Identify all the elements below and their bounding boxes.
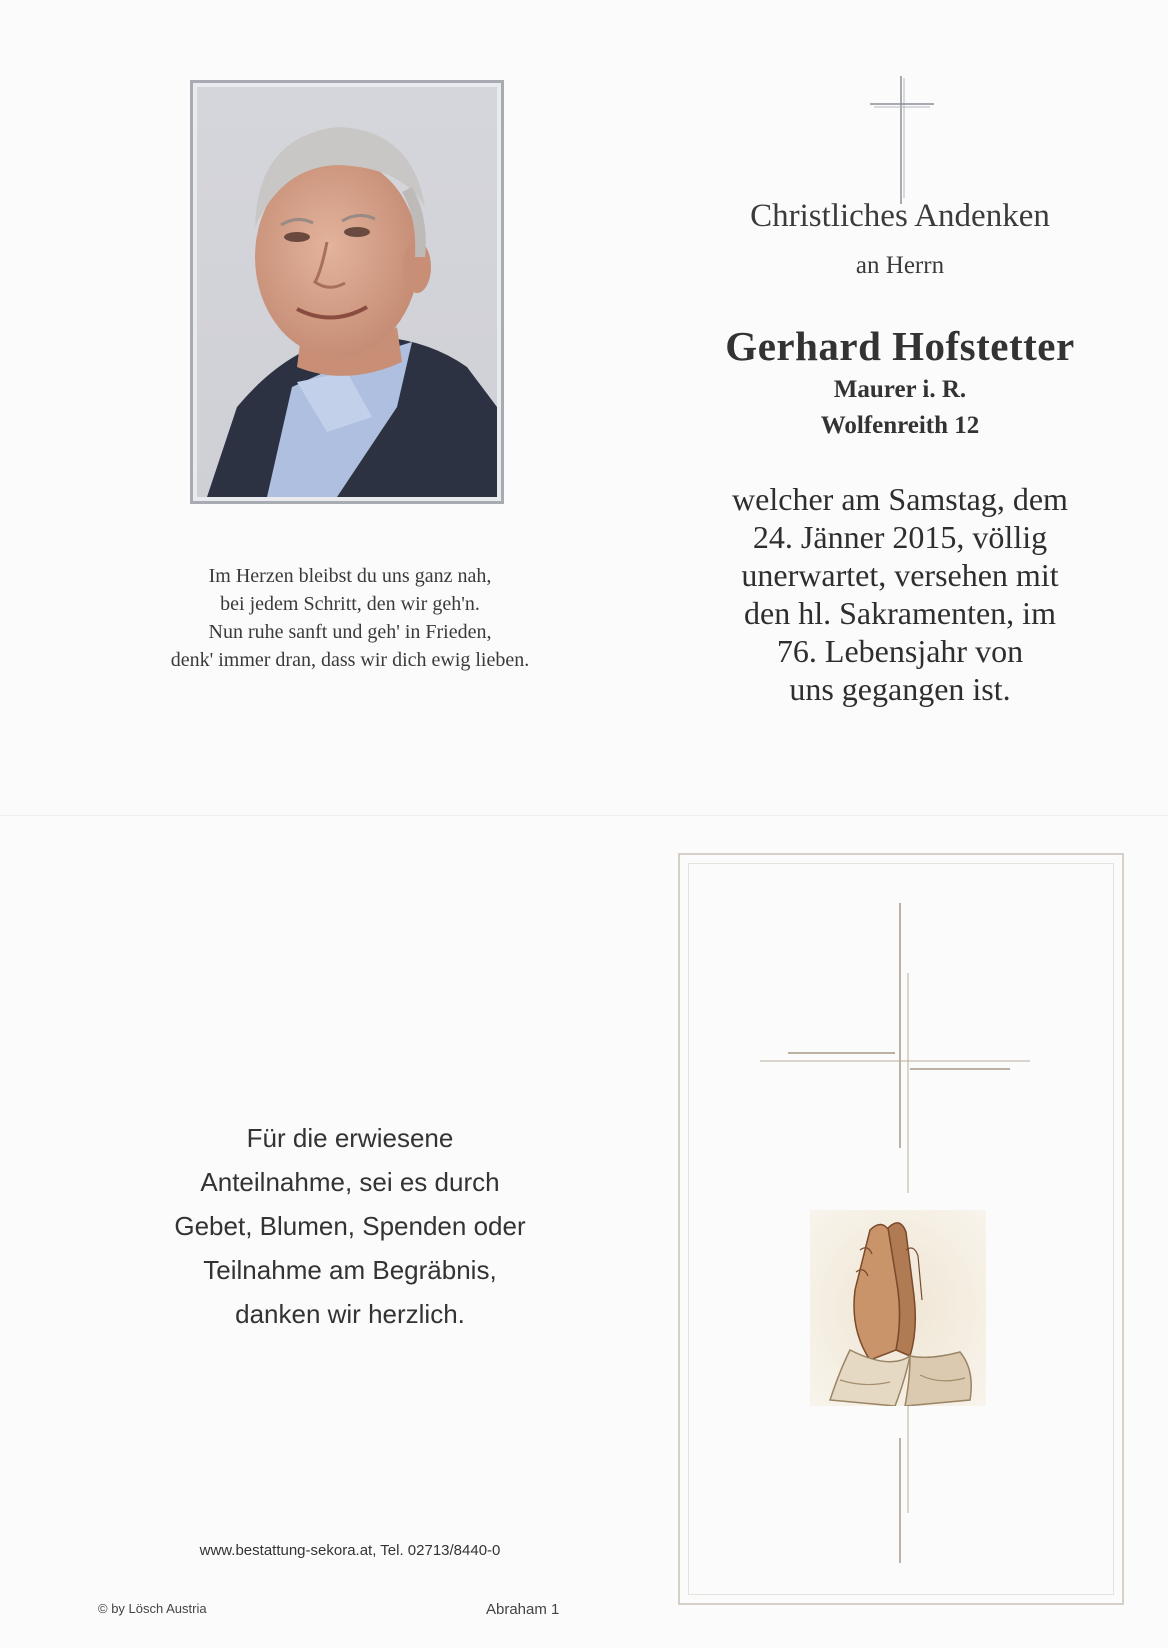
poem-line: bei jedem Schritt, den wir geh'n. [220, 593, 480, 615]
funeral-home-contact: www.bestattung-sekora.at, Tel. 02713/8440-0 [199, 1542, 501, 1559]
thanks-line: Gebet, Blumen, Spenden oder [174, 1211, 526, 1241]
thanks-line: Anteilnahme, sei es durch [200, 1167, 500, 1197]
deceased-name: Gerhard Hofstetter [725, 323, 1075, 369]
poem-line: Nun ruhe sanft und geh' in Frieden, [208, 621, 492, 643]
card-model-label: Abraham 1 [486, 1601, 560, 1618]
memorial-subheading: an Herrn [855, 252, 945, 279]
portrait-photo [190, 80, 504, 504]
thanks-line: danken wir herzlich. [235, 1299, 465, 1329]
praying-hands-icon [810, 1210, 986, 1406]
death-notice-line: unerwartet, versehen mit [741, 557, 1059, 593]
death-notice-line: 76. Lebensjahr von [776, 633, 1024, 669]
thanks-line: Für die erwiesene [246, 1123, 454, 1153]
memorial-poem [110, 562, 590, 674]
memorial-heading: Christliches Andenken [750, 198, 1050, 234]
copyright-note: © by Lösch Austria [98, 1601, 207, 1616]
deceased-occupation: Maurer i. R. [833, 376, 967, 403]
thanks-message [120, 1116, 580, 1336]
death-notice-line: 24. Jänner 2015, völlig [752, 519, 1048, 555]
portrait-image [197, 87, 497, 497]
cross-icon [868, 76, 936, 204]
death-notice-line: uns gegangen ist. [789, 671, 1011, 707]
deceased-address: Wolfenreith 12 [820, 412, 980, 439]
death-notice-line: welcher am Samstag, dem [732, 481, 1068, 517]
thanks-line: Teilnahme am Begräbnis, [203, 1255, 497, 1285]
fold-divider [0, 815, 1168, 816]
death-notice-line: den hl. Sakramenten, im [744, 595, 1056, 631]
poem-line: denk' immer dran, dass wir dich ewig lieben. [170, 649, 530, 671]
death-notice [680, 480, 1120, 708]
poem-line: Im Herzen bleibst du uns ganz nah, [208, 565, 492, 587]
